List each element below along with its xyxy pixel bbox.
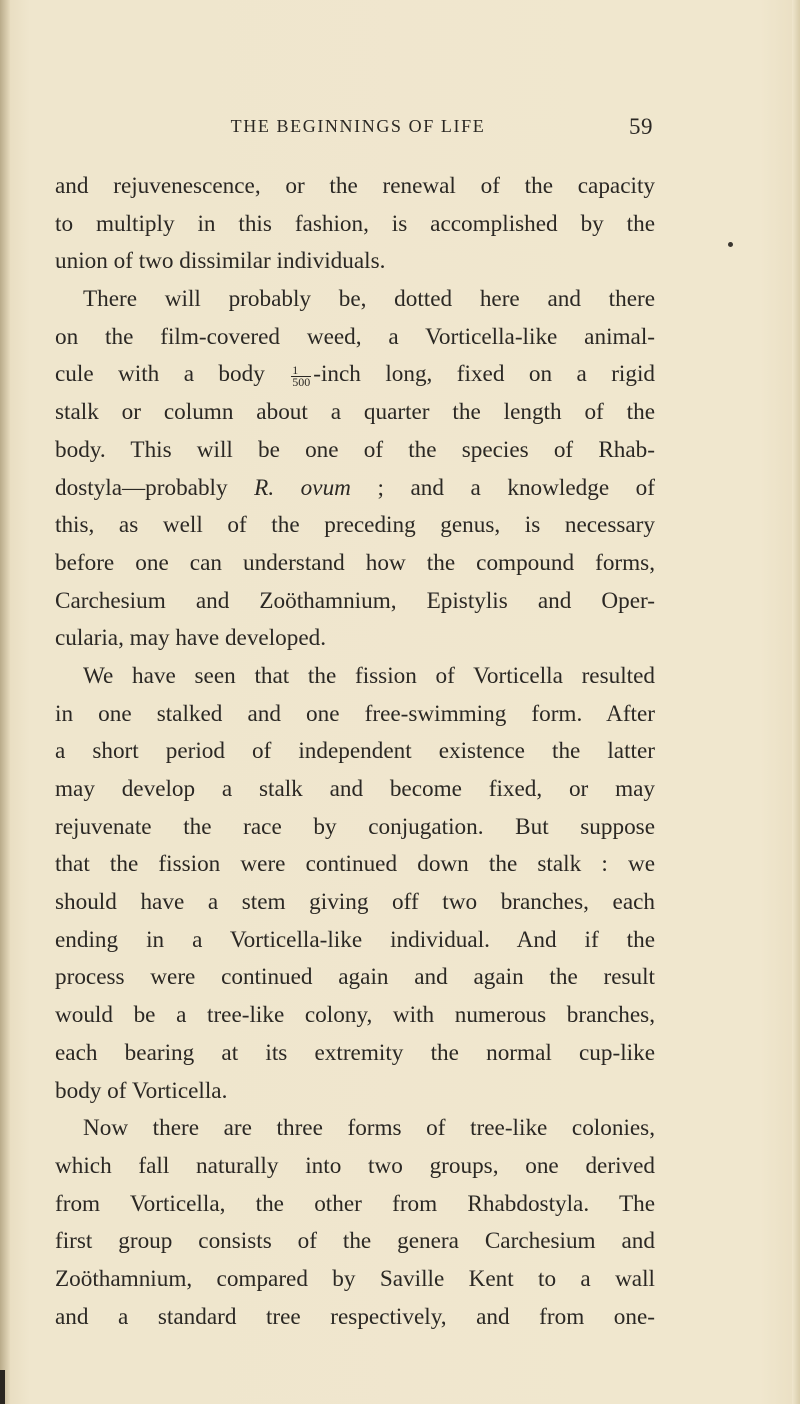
page-gutter-shadow <box>0 0 10 1404</box>
text-line: may develop a stalk and become fixed, or may <box>55 776 655 802</box>
page-edge-shadow <box>792 0 800 1404</box>
text-run: -inch long, fixed on a rigid <box>313 361 655 388</box>
text-line: from Vorticella, the other from Rhabdostyla. The <box>55 1190 655 1217</box>
text-run: dostyla—probably <box>55 474 255 501</box>
text-run: ; and a knowledge of <box>350 474 655 501</box>
fraction-numerator: 1 <box>291 365 311 377</box>
text-line: that the fission were continued down the stalk : we <box>55 851 655 878</box>
text-line <box>55 470 655 508</box>
text-line: in one stalked and one free-swimming form. After <box>55 700 655 727</box>
text-run: cule with a body <box>55 361 290 388</box>
text-line: process were continued again and again the result <box>55 964 655 991</box>
text-line: a short period of independent existence the latter <box>55 738 655 765</box>
binding-mark <box>0 1370 5 1404</box>
fraction-denominator: 500 <box>292 374 311 389</box>
text-line: each bearing at its extremity the normal cup-like <box>55 1039 655 1066</box>
text-line: stalk or column about a quarter the length of the <box>55 399 655 426</box>
page-number: 59 <box>629 114 653 139</box>
text-line: Zoöthamnium, compared by Saville Kent to a wall <box>55 1265 655 1292</box>
text-line: and a standard tree respectively, and from one- <box>55 1303 655 1330</box>
text-line: and rejuvenescence, or the renewal of the capacity <box>55 173 655 199</box>
text-line: Now there are three forms of tree-like colonies, <box>83 1115 655 1142</box>
text-line: to multiply in this fashion, is accomplished by the <box>55 210 655 237</box>
text-line: would be a tree-like colony, with numerous branches, <box>55 1002 655 1029</box>
page-header <box>118 116 653 146</box>
text-line: on the film-covered weed, a Vorticella-like animal- <box>55 323 655 350</box>
text-line: Carchesium and Zoöthamnium, Epistylis and Oper- <box>55 587 655 614</box>
text-line: cularia, may have developed. <box>55 625 327 652</box>
text-line: should have a stem giving off two branches, each <box>55 889 655 916</box>
text-line: union of two dissimilar individuals. <box>55 248 386 275</box>
text-line: before one can understand how the compound forms, <box>55 549 655 576</box>
text-line: body of Vorticella. <box>55 1077 228 1104</box>
body-text <box>55 168 655 1336</box>
text-line: rejuvenate the race by conjugation. But suppose <box>55 813 655 840</box>
text-line: this, as well of the preceding genus, is necessary <box>55 512 655 539</box>
text-line: which fall naturally into two groups, one derived <box>55 1152 655 1179</box>
running-head: THE BEGINNINGS OF LIFE <box>230 116 486 136</box>
fraction <box>291 362 311 389</box>
species-name: R. ovum <box>254 474 351 501</box>
text-line <box>55 356 655 394</box>
text-line: There will probably be, dotted here and there <box>83 286 655 313</box>
text-line: We have seen that the fission of Vorticella resulted <box>83 662 655 689</box>
ink-spot <box>728 242 733 247</box>
text-line: body. This will be one of the species of Rhab- <box>55 436 655 463</box>
text-line: ending in a Vorticella-like individual. And if the <box>55 926 655 953</box>
text-line: first group consists of the genera Carchesium and <box>55 1228 655 1255</box>
